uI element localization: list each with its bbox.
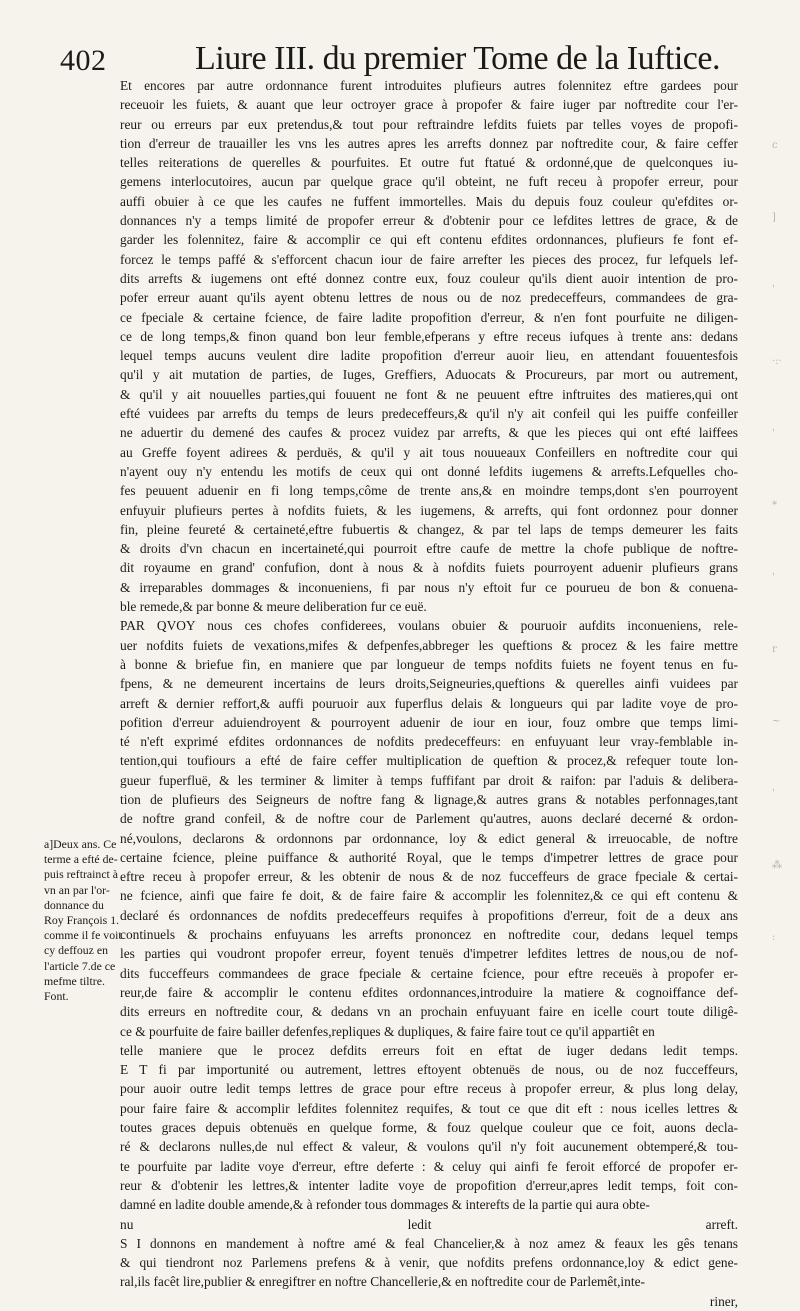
text-line: PAR QVOY nous ces chofes confiderees, voulans obuier & pouruoir aufdits inconueniens, rele-: [120, 618, 738, 634]
text-line: gueur fuperfluë, & les terminer & limiter à temps fuffifant par droit & raifon: par l'aduis & delibera-: [120, 772, 738, 788]
text-line: garder les folennitez, faire & accomplir ce qui eft contenu efdites ordonnances, plufieurs fe font ef-: [120, 232, 738, 248]
text-line: certaine fcience, pleine puiffance & authorité Royal, que le temps d'impetrer lettres de grace pour: [120, 849, 738, 865]
text-line: enfuyuir plufieurs pertes à nofdits fuiets, & les iugemens, & arrefts, qui font ordonnez pour donner: [120, 502, 738, 518]
text-line: Et encores par autre ordonnance furent introduites plufieurs autres folennitez eftre gardees pour: [120, 78, 738, 93]
text-line: fin, pleine feureté & certaineté,eftre fubuertis & changez, & par tel laps de temps demeurer les faits: [120, 521, 738, 537]
text-line: dits arrefts & iugemens ont efté donnez contre eux, fouz couleur qu'ils dient auoir intention de pro-: [120, 270, 738, 286]
edge-mark: ': [772, 572, 775, 583]
edge-mark: r: [772, 644, 777, 655]
text-line: te pourfuite par ladite voye d'erreur, eftre deferte : & celuy qui ainfi fe feroit efforcé de propofer er-: [120, 1158, 738, 1174]
text-line: declaré és ordonnances de nofdits predeceffeurs requifes à propofitions d'erreur, foit de a deux ans: [120, 907, 738, 923]
edge-mark: *: [772, 500, 777, 511]
text-line: E T fi par importunité ou autrement, lettres eftoyent obtenuës de nous, ou de noz fucceffeurs,: [120, 1062, 738, 1078]
text-line: tion de plufieurs des Seigneurs de noftre fang & lignage,& autres grans & notables perfonnages,tant: [120, 791, 738, 807]
text-line: les parties qui voudront propofer erreur, foyent tenuës d'impetrer lefdites lettres de nous,ou de nof-: [120, 946, 738, 962]
text-line: ré & declarons nulles,de nul effect & valeur, & voulons qu'il n'y foit aucunement obtemperé,& tou-: [120, 1139, 738, 1155]
text-line: ble remede,& par bonne & meure deliberation fur ce euë.: [120, 599, 427, 615]
main-text-block: [120, 76, 738, 1311]
text-line: & qu'il y ait nouuelles parties,qui fouuent ne font & ne peuuent eftre inftruites des matieres,qui ont: [120, 386, 738, 402]
margin-note-line: puis reftrainct à: [44, 867, 119, 882]
text-line: de noftre grand confeil, & de noftre cour de Parlement qu'autres, auons declaré decerné & ordon-: [120, 811, 738, 827]
text-line: telles reiterations de querelles & pourfuites. Et outre fut ftatué & ordonné,que de quelconques iu-: [120, 155, 738, 171]
edge-mark: ]: [772, 212, 776, 223]
text-line: qu'il y ait mutation de parties, de Iuges, Greffiers, Aduocats & Procureurs, par mort ou autrement,: [120, 367, 738, 383]
text-line: & irreparables dommages & inconueniens, fi par nous n'y eftoit fur ce pourueu de bon & conuena-: [120, 579, 738, 595]
edge-mark: ·:·: [772, 356, 782, 367]
edge-mark: ⁂: [772, 860, 782, 871]
text-line: ral,ils facêt lire,publier & enregiftrer en noftre Chancellerie,& en noftredite cour de Parlemêt,inte-: [120, 1274, 645, 1290]
text-line: auffi obuier à ce que les caufes ne fuffent immortelles. Mais du depuis fouz couleur qu'efdites or-: [120, 193, 738, 209]
text-line: arreft & dernier reffort,& auffi pouruoir aux fuperflus delais & longueurs qui par ladite voye de pro-: [120, 695, 738, 711]
text-line: toutes graces depuis obtenuës en quelque forme, & fouz quelque couleur que ce foit, auons decla-: [120, 1120, 738, 1136]
text-line: à bonne & briefue fin, en maniere que par longueur de temps nofdits fuiets ne foyent tenus en fu-: [120, 656, 738, 672]
margin-note-line: a]Deux ans. Ce: [44, 837, 117, 851]
text-line: fpens, & ne demeurent incertains de leurs droits,Seigneuries,queftions & querelles ainfi vuidees par: [120, 676, 738, 692]
margin-note-line: Font.: [44, 989, 69, 1004]
edge-mark: c: [772, 140, 778, 151]
text-line: té n'eft exprimé efdites ordonnances de nofdits predeceffeurs: en enfuyuant leur vray-femblable in-: [120, 734, 738, 750]
margin-note-line: donnance du: [44, 897, 104, 912]
edge-mark: ': [772, 788, 775, 799]
text-line: telle maniere que le procez defdits erreurs foit en eftat de iuger dedans ledit temps.: [120, 1042, 738, 1058]
text-line: ne fcience, ainfi que faire fe doit, & de faire faire & accomplir les folennitez,& ce qui eft contenu &: [120, 888, 738, 904]
text-line: dit royaume en grand' confufion, dont à nous & à nofdits fuiets pourroyent aduenir plufieurs grans: [120, 560, 738, 576]
text-line: pofer erreur auant qu'ils ayent obtenu lettres de nous ou de noz predeceffeurs, commandees de gra-: [120, 290, 738, 306]
text-line: forcez le temps paffé & s'efforcent chacun iour de faire arrefter les pieces des procez, fur lefquels lef-: [120, 251, 738, 267]
text-line: reur,de faire & accomplir le contenu efdites ordonnances,introduire la matiere & cognoiffance def-: [120, 984, 738, 1000]
text-line: tention,qui toufiours a efté de faire ceffer multiplication de queftion & procez,& refequer toute lon-: [120, 753, 738, 769]
text-line: continuels & prochains enfuyuans les arrefts prononcez en noftredite cour, dedans lequel temps: [120, 927, 738, 943]
text-line: lequel temps aucuns veulent dire ladite propofition d'erreur auoir lieu, en attendant fouuentesfois: [120, 348, 738, 364]
text-line: dits fucceffeurs commandees de grace fpeciale & certaine fcience, pour eftre receuës à propofer er-: [120, 965, 738, 981]
text-line: damné en ladite double amende,& à refonder tous dommages & interefts de la partie qui aura obte-: [120, 1197, 650, 1213]
margin-note-line: comme il fe voit: [44, 928, 122, 943]
edge-mark: ~: [772, 716, 781, 727]
edge-mark: ': [772, 284, 775, 295]
text-line: reur & d'obtenir les lettres,& intenter ladite voye de propofition d'erreur,apres ledit temps, foit con-: [120, 1177, 738, 1193]
text-line: efté vuidees par arrefts du temps de leurs predeceffeurs,& qu'il n'y ait confeil qui les puiffe confeiller: [120, 406, 738, 422]
text-line: nu ledit arreft.: [120, 1216, 738, 1232]
text-line: riner,: [709, 1293, 738, 1309]
text-line: receuoir les fuiets, & auant que leur octroyer grace à propofer & faire iuger par noftredite cour l'er-: [120, 97, 738, 113]
margin-note-line: l'article 7.de ce: [44, 958, 116, 973]
margin-note-line: vn an par l'or-: [44, 882, 110, 897]
text-line: donnances n'y a temps limité de propofer erreur & d'obtenir pour ce lefdites lettres de grace, & de: [120, 213, 738, 229]
text-line: au Greffe foyent adirees & perduës, & qu'il y ait tous nouueaux Confeillers en noftredite cour qui: [120, 444, 738, 460]
running-title: Liure III. du premier Tome de la Iuftice.: [195, 40, 720, 77]
margin-note-line: Roy François 1.: [44, 913, 120, 928]
margin-note-line: terme a efté de-: [44, 852, 118, 867]
text-line: ce & pourfuite de faire bailler defenfes,repliques & dupliques, & faire faire tout ce qu'il appartiêt en: [120, 1023, 655, 1039]
text-line: S I donnons en mandement à noftre amé & feal Chancelier,& à noz amez & feaux les gês tenans: [120, 1235, 738, 1251]
margin-note-line: mefme tiltre.: [44, 973, 105, 988]
text-line: uer nofdits fuiets de vexations,mifes & defpenfes,abbreger les queftions & procez & les faire mettre: [120, 637, 738, 653]
text-line: & droits d'vn chacun en incertaineté,qui pourroit eftre caufe de mettre la chofe publique de noftre-: [120, 541, 738, 557]
text-line: ne aduertir du demené des caufes & procez vuidez par arrefts, & que les pieces qui ont efté laiffees: [120, 425, 738, 441]
text-line: & qui tiendront noz Parlemens prefens & à venir, que nofdits prefens ordonnance,loy & edict gene-: [120, 1255, 738, 1271]
text-line: reur ou erreurs par eux pretendus,& tout pour reftraindre lefdits fuiets par telles voyes de propofi-: [120, 116, 738, 132]
text-line: n'ayent ouy n'y entendu les motifs de ceux qui ont donné lefdits iugemens & arrefts.Lefquelles cho-: [120, 463, 738, 479]
marginal-note: [44, 837, 124, 1004]
text-line: tion d'erreur de trauailler les vns les autres apres les arrefts donnez par noftredite cour, & faire ceffer: [120, 135, 738, 151]
text-line: dits erreurs en noftredite cour, & dedans vn an prochain enfuyuant faire en icelle court toute diligê-: [120, 1004, 738, 1020]
text-line: pofition d'erreur aduiendroyent & pourroyent aduenir de iour en iour, fouz ombre que temps limi-: [120, 714, 738, 730]
page-number: 402: [60, 44, 107, 77]
text-line: né,voulons, declarons & ordonnons par ordonnance, loy & edict general & irreuocable, de noftre: [120, 830, 738, 846]
edge-mark: ': [772, 428, 775, 439]
bleed-through-marks: [772, 140, 796, 1040]
edge-mark: :: [772, 932, 776, 943]
text-line: gemens interlocutoires, aucun par quelque grace qu'il obteint, ne fuft receu à propofer erreur, pour: [120, 174, 738, 190]
text-line: ce fpeciale & certaine fcience, de faire ladite propofition d'erreur, & n'en font pourfuite ne diligen-: [120, 309, 738, 325]
text-line: ce de long temps,& finon quand bon leur femble,efperans y eftre receus iufques à trente ans: dedans: [120, 328, 738, 344]
text-line: pour auoir outre ledit temps lettres de grace pour eftre receus à propofer erreur, & plus long delay,: [120, 1081, 738, 1097]
margin-note-line: cy deffouz en: [44, 943, 108, 958]
text-line: pour faire faire & accomplir lefdites folennitez requifes, & tout ce que dit eft : nous icelles lettres &: [120, 1100, 738, 1116]
text-line: fes peuuent aduenir en fi long temps,côme de trente ans,& en moindre temps,dont s'en pourroyent: [120, 483, 738, 499]
text-line: eftre receu à propofer erreur, & les obtenir de nous & de noz fucceffeurs de grace fpeciale & certai-: [120, 869, 738, 885]
